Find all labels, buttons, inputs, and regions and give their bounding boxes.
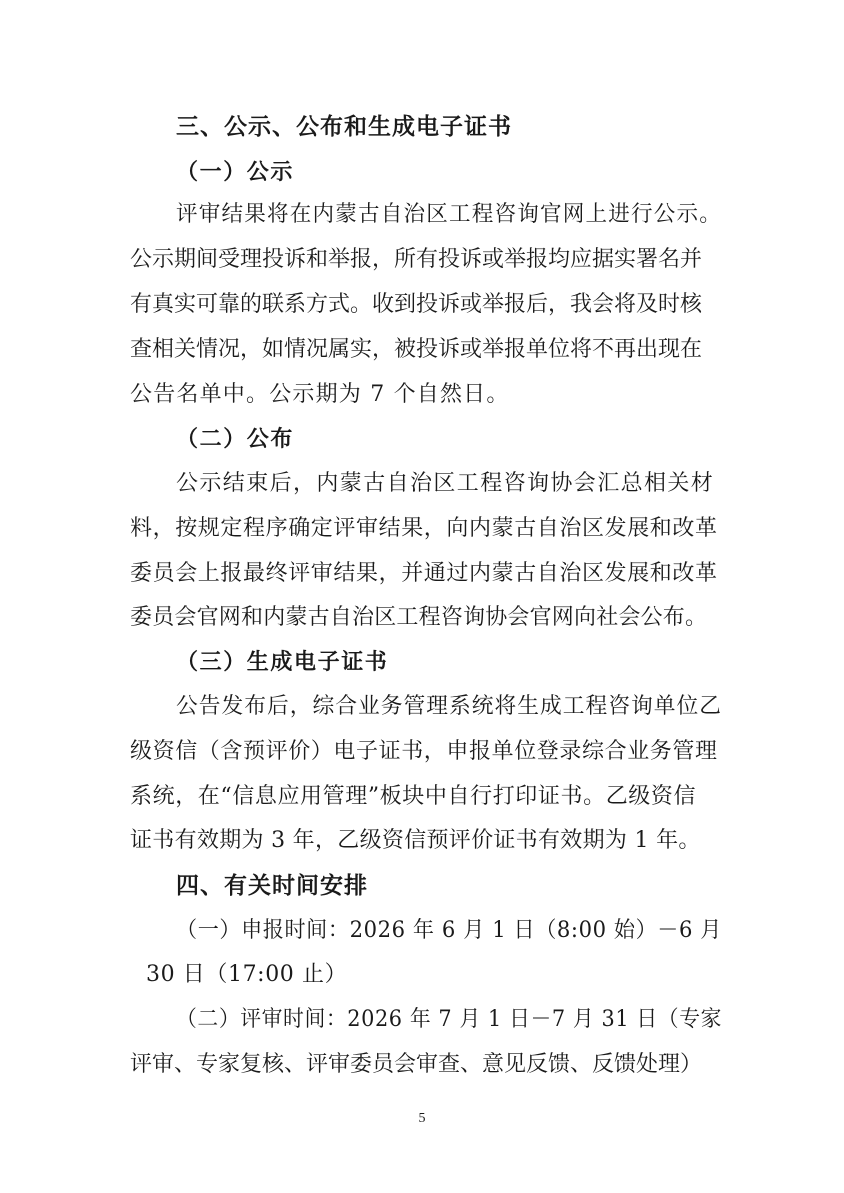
paragraph-line: 评审结果将在内蒙古自治区工程咨询官网上进行公示。: [176, 202, 723, 227]
schedule-item: [176, 1005, 722, 1035]
paragraph-line: 公告发布后，综合业务管理系统将生成工程咨询单位乙: [176, 694, 722, 719]
line-text: 公示期间受理投诉和举报，所有投诉或举报均应据实署名并: [130, 247, 703, 272]
subsection-label: （一）公示: [176, 160, 295, 185]
paragraph-line: 委员会上报最终评审结果，并通过内蒙古自治区发展和改革: [130, 561, 718, 586]
paragraph-line: [130, 290, 718, 320]
paragraph-line: 公示结束后，内蒙古自治区工程咨询协会汇总相关材: [176, 471, 715, 496]
subsection-heading: [176, 158, 294, 188]
schedule-value: 2026 年 6 月 1 日（8:00 始）－6 月: [349, 918, 722, 943]
subsection-label: （三）生成电子证书: [176, 650, 389, 675]
paragraph-line: 级资信（含预评价）电子证书，申报单位登录综合业务管理: [130, 739, 718, 764]
schedule-continuation: 评审、专家复核、评审委员会审查、意见反馈、反馈处理）: [130, 1052, 703, 1077]
paragraph-line: 证书有效期为 3 年，乙级资信预评价证书有效期为 1 年。: [130, 828, 701, 853]
paragraph-line: 委员会官网和内蒙古自治区工程咨询协会官网向社会公布。: [130, 605, 708, 630]
paragraph-line: 系统，在“信息应用管理”板块中自行打印证书。乙级资信: [130, 784, 697, 809]
line-text: 有真实可靠的联系方式。收到投诉或举报后，我会将及时核: [130, 292, 703, 317]
schedule-continuation: 30 日（17:00 止）: [146, 962, 348, 987]
line-text: 查相关情况，如情况属实，被投诉或举报单位将不再出现在: [130, 337, 703, 362]
schedule-label: （一）申报时间：: [176, 918, 350, 943]
schedule-item: [176, 916, 722, 946]
paragraph-line: 料，按规定程序确定评审结果，向内蒙古自治区发展和改革: [130, 516, 718, 541]
subsection-label: （二）公布: [176, 427, 295, 452]
schedule-label: （二）评审时间：: [176, 1007, 348, 1032]
subsection-heading: [176, 425, 294, 455]
page-number: 5: [418, 1111, 426, 1126]
paragraph-line: [130, 335, 718, 365]
section-heading: 四、有关时间安排: [176, 873, 368, 899]
paragraph-line: [130, 245, 718, 275]
schedule-value: 2026 年 7 月 1 日－7 月 31 日（专家: [347, 1007, 723, 1032]
paragraph-line: 公告名单中。公示期为 7 个自然日。: [130, 382, 510, 407]
subsection-heading: [176, 648, 388, 678]
section-heading: 三、公示、公布和生成电子证书: [176, 114, 512, 140]
